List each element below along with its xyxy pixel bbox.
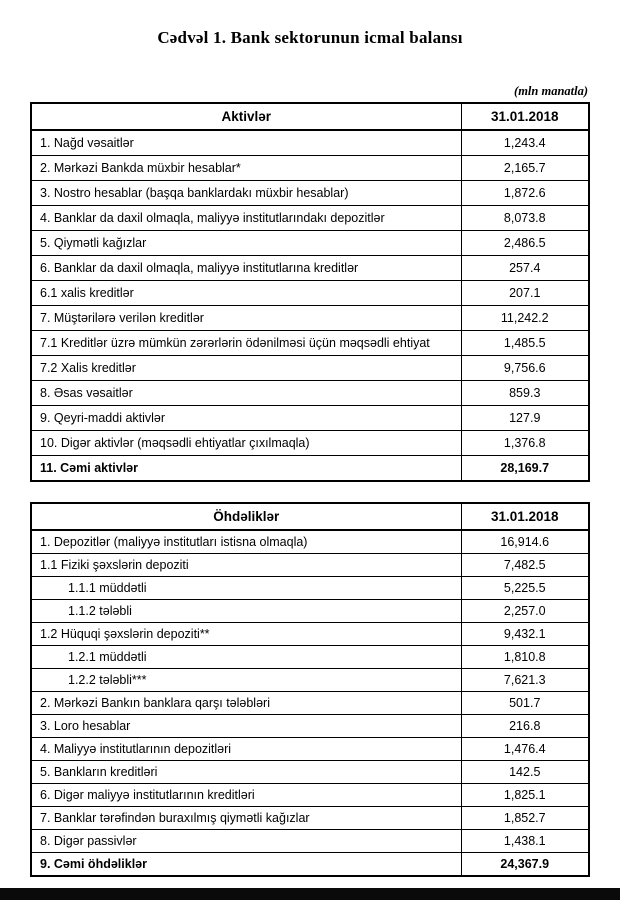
row-label: 7. Banklar tərəfindən buraxılmış qiymətli kağızlar xyxy=(31,807,461,830)
table-row xyxy=(31,130,589,156)
row-value: 1,810.8 xyxy=(461,646,589,669)
table-row xyxy=(31,623,589,646)
row-label: 1.2 Hüquqi şəxslərin depoziti** xyxy=(31,623,461,646)
row-label: 2. Mərkəzi Bankda müxbir hesablar* xyxy=(31,156,461,181)
row-value: 1,872.6 xyxy=(461,181,589,206)
row-label: 1.2.1 müddətli xyxy=(31,646,461,669)
row-label: 9. Cəmi öhdəliklər xyxy=(31,853,461,877)
table-row xyxy=(31,281,589,306)
table-row xyxy=(31,156,589,181)
row-label: 3. Nostro hesablar (başqa banklardakı müxbir hesablar) xyxy=(31,181,461,206)
row-label: 2. Mərkəzi Bankın banklara qarşı tələbləri xyxy=(31,692,461,715)
liabilities-header-date: 31.01.2018 xyxy=(461,503,589,530)
table-row xyxy=(31,761,589,784)
row-label: 1.1.2 tələbli xyxy=(31,600,461,623)
table-row xyxy=(31,431,589,456)
row-value: 28,169.7 xyxy=(461,456,589,482)
table-row xyxy=(31,231,589,256)
row-label: 7.2 Xalis kreditlər xyxy=(31,356,461,381)
table-row xyxy=(31,669,589,692)
table-row xyxy=(31,256,589,281)
row-label: 9. Qeyri-maddi aktivlər xyxy=(31,406,461,431)
table-row xyxy=(31,530,589,554)
table-row xyxy=(31,181,589,206)
table-row xyxy=(31,646,589,669)
row-label: 8. Əsas vəsaitlər xyxy=(31,381,461,406)
table-gap xyxy=(0,482,620,502)
table-row xyxy=(31,692,589,715)
assets-header-date: 31.01.2018 xyxy=(461,103,589,130)
table-row xyxy=(31,406,589,431)
page-title: Cədvəl 1. Bank sektorunun icmal balansı xyxy=(157,28,463,47)
row-label: 1.1.1 müddətli xyxy=(31,577,461,600)
liabilities-header-title: Öhdəliklər xyxy=(31,503,461,530)
row-label: 1.1 Fiziki şəxslərin depoziti xyxy=(31,554,461,577)
row-value: 11,242.2 xyxy=(461,306,589,331)
row-label: 8. Digər passivlər xyxy=(31,830,461,853)
row-label: 11. Cəmi aktivlər xyxy=(31,456,461,482)
table-row xyxy=(31,600,589,623)
table-row xyxy=(31,381,589,406)
liabilities-table xyxy=(30,502,590,877)
row-value: 9,432.1 xyxy=(461,623,589,646)
row-value: 1,476.4 xyxy=(461,738,589,761)
row-value: 257.4 xyxy=(461,256,589,281)
row-value: 1,485.5 xyxy=(461,331,589,356)
row-value: 7,621.3 xyxy=(461,669,589,692)
row-value: 8,073.8 xyxy=(461,206,589,231)
table-row xyxy=(31,331,589,356)
row-label: 3. Loro hesablar xyxy=(31,715,461,738)
row-value: 2,486.5 xyxy=(461,231,589,256)
row-value: 1,376.8 xyxy=(461,431,589,456)
row-value: 501.7 xyxy=(461,692,589,715)
row-value: 2,165.7 xyxy=(461,156,589,181)
bottom-bar xyxy=(0,888,620,900)
row-label: 1. Nağd vəsaitlər xyxy=(31,130,461,156)
row-value: 7,482.5 xyxy=(461,554,589,577)
table-row xyxy=(31,456,589,482)
assets-header-row xyxy=(31,103,589,130)
liabilities-header-row xyxy=(31,503,589,530)
row-label: 5. Qiymətli kağızlar xyxy=(31,231,461,256)
table-row xyxy=(31,738,589,761)
row-value: 2,257.0 xyxy=(461,600,589,623)
row-label: 6. Digər maliyyə institutlarının kreditləri xyxy=(31,784,461,807)
row-value: 1,852.7 xyxy=(461,807,589,830)
table-row xyxy=(31,807,589,830)
row-label: 4. Banklar da daxil olmaqla, maliyyə institutlarındakı depozitlər xyxy=(31,206,461,231)
unit-note: (mln manatla) xyxy=(514,84,588,98)
row-value: 859.3 xyxy=(461,381,589,406)
table-row xyxy=(31,206,589,231)
row-value: 5,225.5 xyxy=(461,577,589,600)
row-value: 207.1 xyxy=(461,281,589,306)
table-row xyxy=(31,853,589,877)
row-value: 1,825.1 xyxy=(461,784,589,807)
row-value: 127.9 xyxy=(461,406,589,431)
table-row xyxy=(31,715,589,738)
table-row xyxy=(31,830,589,853)
row-value: 216.8 xyxy=(461,715,589,738)
table-row xyxy=(31,577,589,600)
table-row xyxy=(31,784,589,807)
row-value: 1,243.4 xyxy=(461,130,589,156)
assets-table-body xyxy=(31,130,589,481)
row-label: 7.1 Kreditlər üzrə mümkün zərərlərin ödənilməsi üçün məqsədli ehtiyat xyxy=(31,331,461,356)
table-row xyxy=(31,306,589,331)
row-label: 6.1 xalis kreditlər xyxy=(31,281,461,306)
row-label: 5. Bankların kreditləri xyxy=(31,761,461,784)
row-value: 142.5 xyxy=(461,761,589,784)
row-label: 7. Müştərilərə verilən kreditlər xyxy=(31,306,461,331)
row-value: 24,367.9 xyxy=(461,853,589,877)
liabilities-table-body xyxy=(31,530,589,876)
row-label: 1. Depozitlər (maliyyə institutları istisna olmaqla) xyxy=(31,530,461,554)
row-value: 9,756.6 xyxy=(461,356,589,381)
row-value: 1,438.1 xyxy=(461,830,589,853)
assets-header-title: Aktivlər xyxy=(31,103,461,130)
row-label: 6. Banklar da daxil olmaqla, maliyyə institutlarına kreditlər xyxy=(31,256,461,281)
table-row xyxy=(31,554,589,577)
row-label: 10. Digər aktivlər (məqsədli ehtiyatlar çıxılmaqla) xyxy=(31,431,461,456)
row-label: 4. Maliyyə institutlarının depozitləri xyxy=(31,738,461,761)
row-label: 1.2.2 tələbli*** xyxy=(31,669,461,692)
table-row xyxy=(31,356,589,381)
row-value: 16,914.6 xyxy=(461,530,589,554)
assets-table xyxy=(30,102,590,482)
